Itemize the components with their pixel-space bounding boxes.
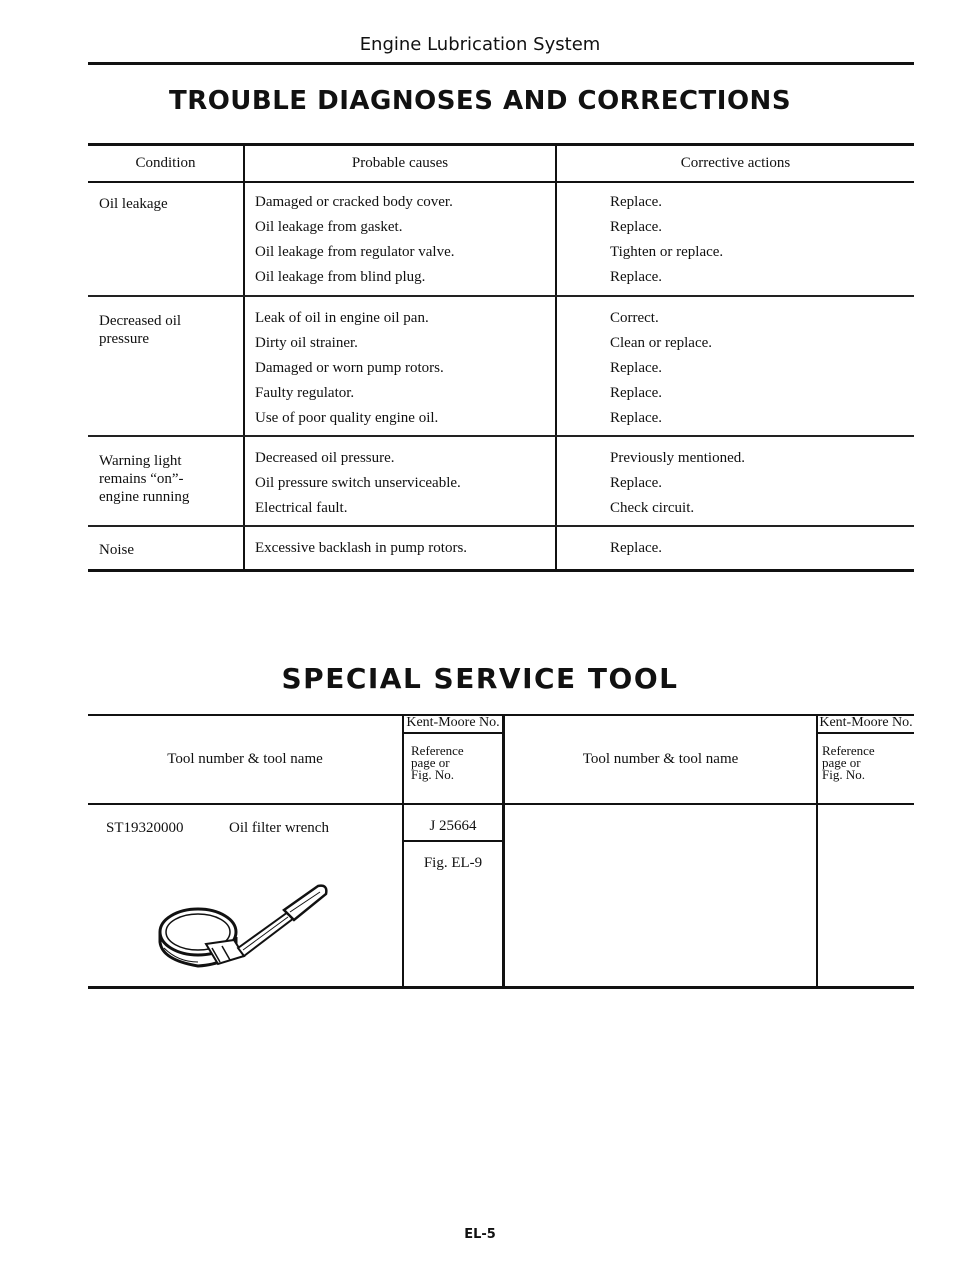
table-row-actions: Replace. [610,540,663,556]
tool-number: ST19320000 [106,820,184,836]
column-divider [402,714,404,989]
tool-header-reference: Reference page or Fig. No. [822,743,875,782]
column-divider [816,714,818,989]
table-row-causes: Excessive backlash in pump rotors. [255,540,468,556]
tool-name: Oil filter wrench [229,820,329,836]
table-rule-bottom [88,986,914,989]
tool-table [88,714,914,989]
tool-header-name: Tool number & tool name [582,751,739,767]
table-row-actions: Previously mentioned. Replace. Check circuit. [610,450,745,516]
page-number: EL-5 [464,1227,496,1242]
tool-header-kent: Kent-Moore No. [819,715,913,730]
table-rule-header [88,181,914,183]
column-divider [555,143,557,572]
row-divider [88,435,914,437]
column-header-causes: Probable causes [351,155,449,171]
table-row-actions: Correct. Clean or replace. Replace. Replace. Replace. [610,310,713,426]
table-rule-header [88,803,914,805]
table-row-condition: Decreased oil pressure [99,313,182,347]
column-divider [243,143,245,572]
table-row-condition: Warning light remains “on”- engine running [99,453,190,505]
table-rule-bottom [88,569,914,572]
column-header-condition: Condition [135,155,196,171]
tool-header-kent: Kent-Moore No. [406,715,500,730]
cell-rule [402,840,504,842]
table-row-condition: Noise [99,542,134,558]
page-title: TROUBLE DIAGNOSES AND CORRECTIONS [168,86,792,116]
column-header-actions: Corrective actions [680,155,791,171]
row-divider [88,295,914,297]
oil-filter-wrench-icon [148,882,348,977]
kent-rule [816,732,914,734]
tool-header-reference: Reference page or Fig. No. [411,743,464,782]
header-rule [88,62,914,65]
trouble-table [88,143,914,572]
tool-reference: Fig. EL-9 [423,855,483,871]
tool-header-name: Tool number & tool name [167,751,323,767]
kent-moore-number: J 25664 [429,818,477,834]
section-title: Engine Lubrication System [359,34,601,55]
table-rule-top [88,143,914,146]
table-row-causes: Decreased oil pressure. Oil pressure switch unserviceable. Electrical fault. [255,450,461,516]
table-row-causes: Leak of oil in engine oil pan. Dirty oil strainer. Damaged or worn pump rotors. Faulty regulator. Use of poor quality engine oil. [255,310,444,426]
table-row-condition: Oil leakage [99,196,168,212]
row-divider [88,525,914,527]
tool-section-title: SPECIAL SERVICE TOOL [281,662,679,695]
table-row-causes: Damaged or cracked body cover. Oil leakage from gasket. Oil leakage from regulator valve. Oil leakage from blind plug. [255,194,455,285]
kent-rule [402,732,504,734]
table-row-actions: Replace. Replace. Tighten or replace. Replace. [610,194,724,285]
